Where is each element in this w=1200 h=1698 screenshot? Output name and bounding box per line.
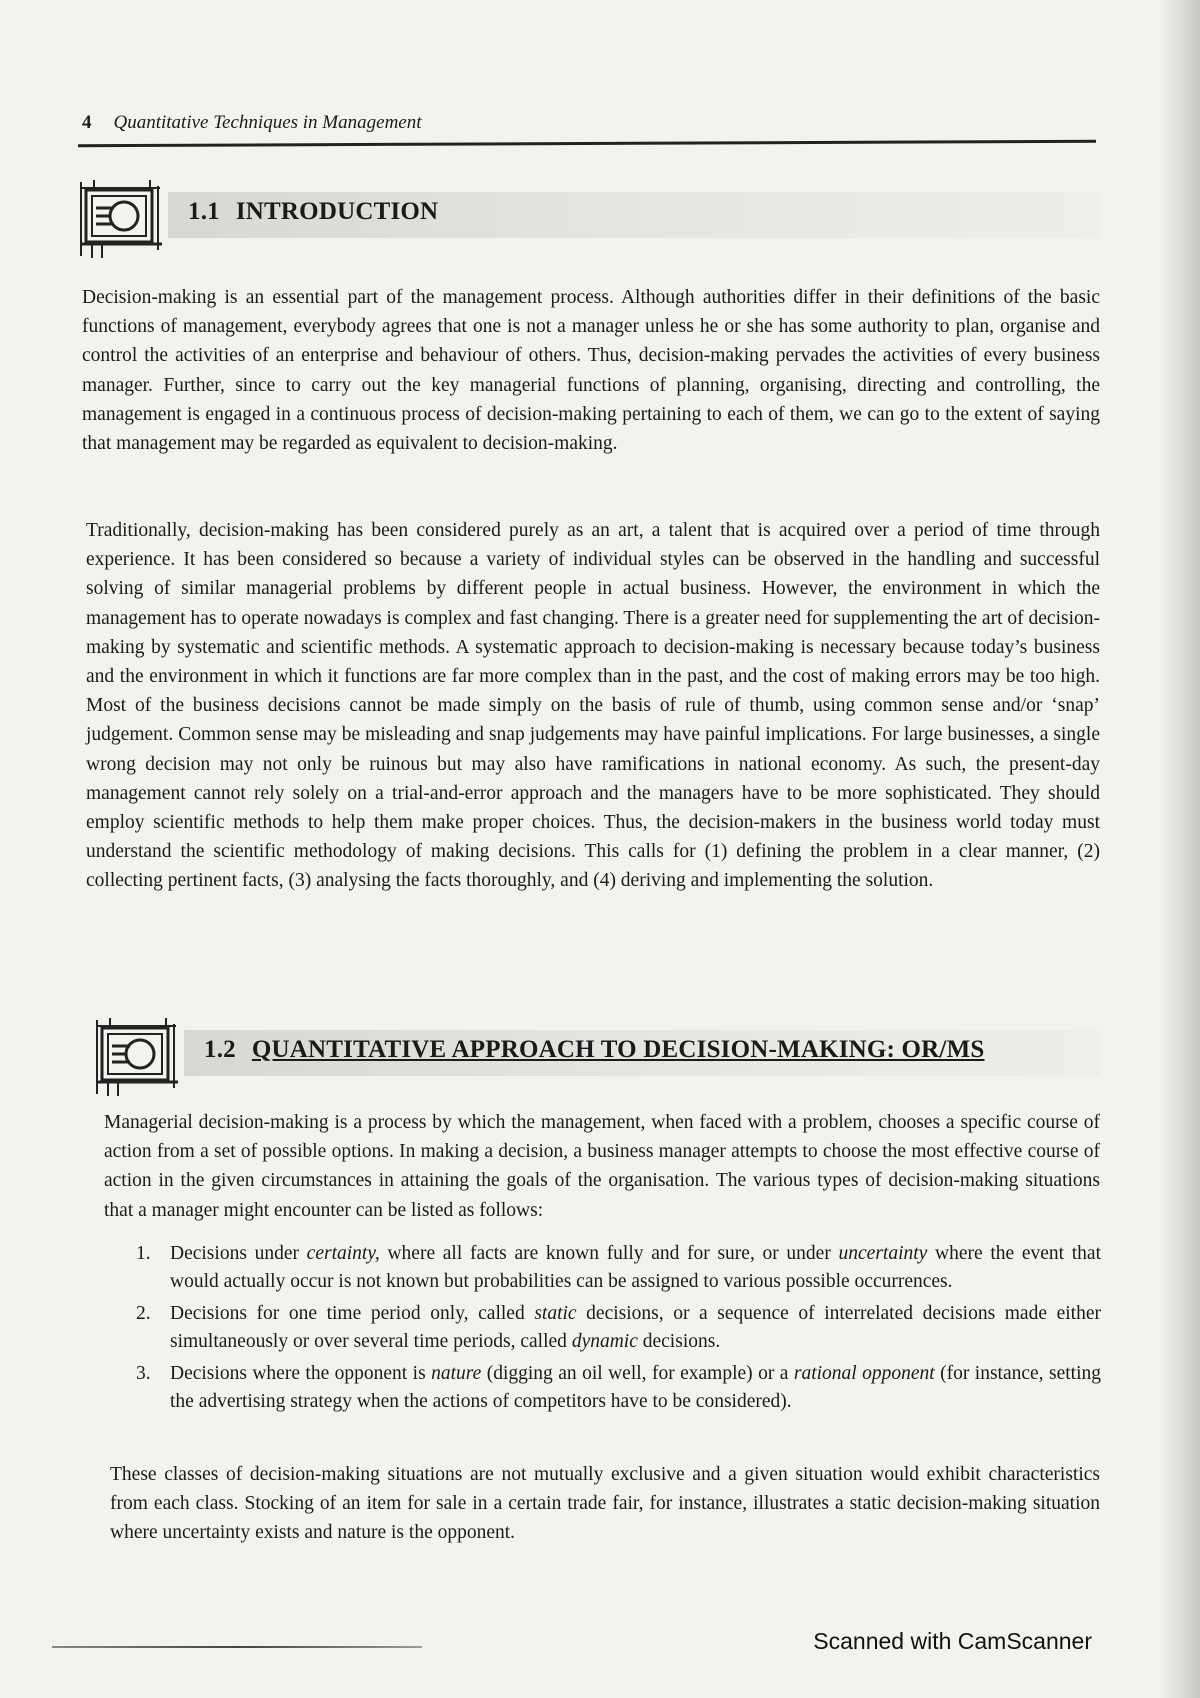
item-text: where all facts are known fully and for sure, or under: [379, 1243, 839, 1264]
list-item: [126, 1300, 1101, 1356]
section-title-text: INTRODUCTION: [235, 198, 439, 225]
item-emphasis: rational opponent: [793, 1363, 935, 1384]
section-title: [188, 198, 438, 226]
item-text: decisions, or a sequence of interrelated decisions made either simultaneously or over several time periods, called: [170, 1303, 1101, 1352]
decision-types-list: [126, 1240, 1101, 1420]
paragraph: Managerial decision-making is a process by which the management, when faced with a problem, chooses a specific course of action from a set of possible options. In making a decision, a business manager attempts to choose the most effective course of action in the given circumstances in attaining the goals of the organisation. The various types of decision-making situations that a manager might encounter can be listed as follows:: [104, 1112, 1100, 1221]
page-edge-shadow: [1158, 0, 1200, 1698]
list-number: 3.: [136, 1363, 151, 1384]
header-rule: [78, 140, 1096, 147]
paragraph: Traditionally, decision-making has been considered purely as an art, a talent that is acquired over a period of time through experience. It has been considered so because a variety of individual styles can be observed in the handling and successful solving of similar managerial problems by different people in actual business. However, the environment in which the management has to operate nowadays is complex and fast changing. There is a greater need for supplementing the art of decision-making by systematic and scientific methods. A systematic approach to decision-making is necessary because today’s business and the environment in which it functions are far more complex than in the past, and the cost of making errors may be too high. Most of the business decisions cannot be made simply on the basis of rule of thumb, using common sense and/or ‘snap’ judgement. Common sense may be misleading and snap judgements may have painful implications. For large businesses, a single wrong decision may not only be ruinous but may also have ramifications in national economy. As such, the present-day management cannot rely solely on a trial-and-error approach and the managers have to be more sophisticated. They should employ scientific methods to help them make proper choices. Thus, the decision-makers in the business world today must understand the scientific methodology of making decisions. This calls for (1) defining the problem in a clear manner, (2) collecting pertinent facts, (3) analysing the facts thoroughly, and (4) deriving and implementing the solution.: [86, 520, 1100, 892]
page-number: 4: [82, 112, 92, 133]
section-number: 1.2: [204, 1036, 236, 1063]
section-number: 1.1: [188, 198, 220, 225]
paragraph: Decision-making is an essential part of the management process. Although authorities differ in their definitions of the basic functions of management, everybody agrees that one is not a manager unless he or she has some authority to plan, organise and control the activities of an enterprise and behaviour of others. Thus, decision-making pervades the activities of every business manager. Further, since to carry out the key managerial functions of planning, organising, directing and controlling, the management is engaged in a continuous process of decision-making pertaining to each of them, we can go to the extent of saying that management may be regarded as equivalent to decision-making.: [82, 287, 1100, 455]
item-text: decisions.: [637, 1331, 721, 1352]
running-header: [82, 112, 1092, 134]
computer-icon: [80, 180, 166, 258]
item-text: Decisions where the opponent is: [170, 1363, 432, 1384]
list-item: [126, 1360, 1101, 1416]
item-text: (digging an oil well, for example) or a: [481, 1363, 794, 1384]
book-title: Quantitative Techniques in Management: [113, 112, 422, 133]
camscanner-watermark: Scanned with CamScanner: [813, 1628, 1092, 1654]
item-text: (for instance, setting the advertising strategy when the actions of competitors have to be considered).: [170, 1363, 1101, 1412]
item-text: where the event that would actually occur is not known but probabilities can be assigned to various possible occurrences.: [170, 1243, 1101, 1292]
computer-icon: [96, 1018, 182, 1096]
item-text: Decisions under: [170, 1243, 307, 1264]
section-title-text: QUANTITATIVE APPROACH TO DECISION-MAKING: OR/MS: [251, 1036, 985, 1063]
footer-rule: [52, 1646, 422, 1648]
item-emphasis: dynamic: [571, 1331, 638, 1352]
item-text: Decisions for one time period only, called: [170, 1303, 535, 1324]
list-item: [126, 1240, 1101, 1296]
paragraph: These classes of decision-making situations are not mutually exclusive and a given situation would exhibit characteristics from each class. Stocking of an item for sale in a certain trade fair, for instance, illustrates a static decision-making situation where uncertainty exists and nature is the opponent.: [110, 1464, 1100, 1544]
item-emphasis: static: [534, 1303, 577, 1324]
section-title: [204, 1036, 984, 1064]
section-heading-1-2: [96, 1018, 1100, 1096]
list-number: 2.: [136, 1303, 151, 1324]
item-emphasis: uncertainty: [838, 1243, 928, 1264]
item-emphasis: certainty,: [306, 1243, 380, 1264]
item-emphasis: nature: [431, 1363, 482, 1384]
list-number: 1.: [136, 1243, 151, 1264]
section-heading-1-1: [80, 180, 1100, 258]
